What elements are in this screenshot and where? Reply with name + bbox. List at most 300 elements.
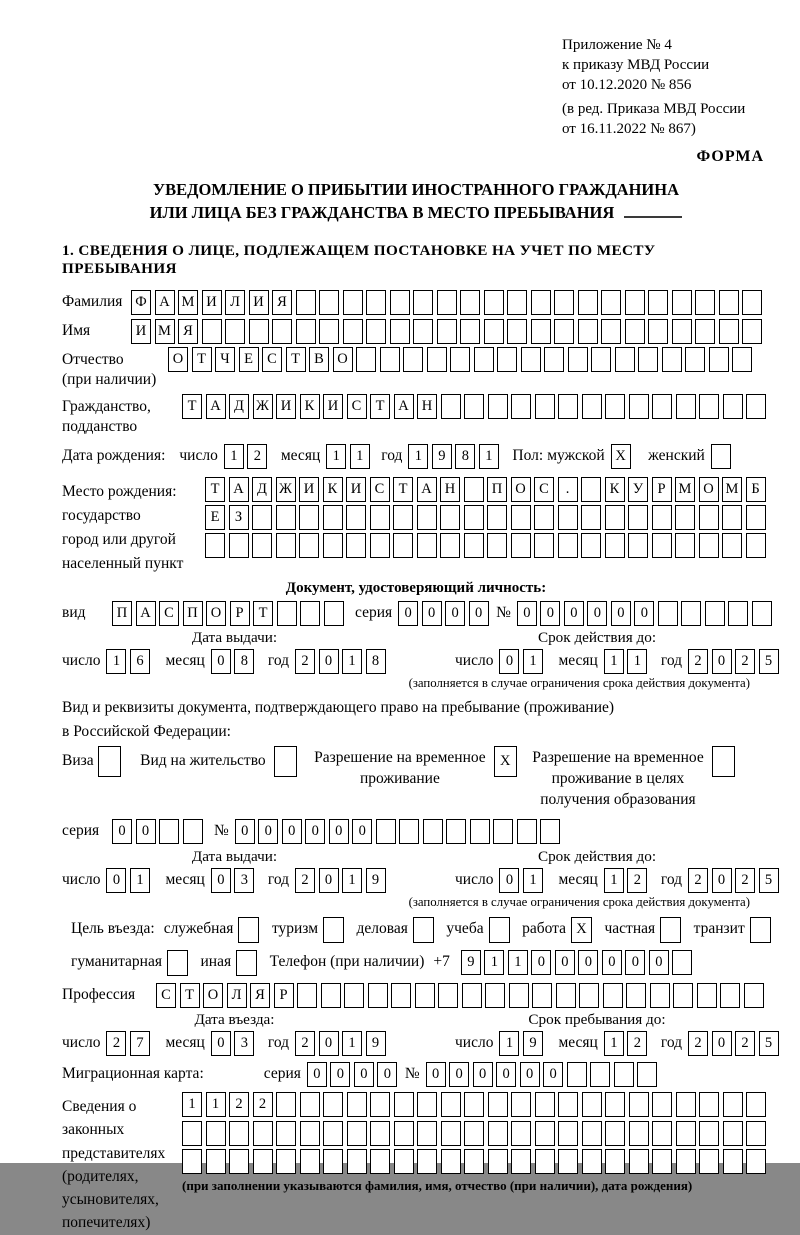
patronymic-cell[interactable]: О — [168, 347, 188, 372]
migration-series-cell[interactable]: 0 — [307, 1062, 327, 1087]
legal-reps-cell[interactable] — [511, 1121, 531, 1146]
profession-cell[interactable] — [462, 983, 482, 1008]
legal-reps-cell[interactable] — [441, 1149, 461, 1174]
birthdate-month-cell[interactable]: 1 — [326, 444, 346, 469]
purpose-checkbox-cell[interactable] — [660, 917, 681, 943]
birthplace-cell[interactable] — [511, 505, 531, 530]
residence-number-cell[interactable] — [517, 819, 537, 844]
patronymic-cell[interactable] — [544, 347, 564, 372]
citizenship-cell[interactable] — [582, 394, 602, 419]
doc-valid-day-cell[interactable]: 1 — [523, 649, 543, 674]
residence-number-cell[interactable] — [399, 819, 419, 844]
residence-valid-month-cell[interactable]: 2 — [627, 868, 647, 893]
doc-series-cell[interactable]: 0 — [422, 601, 442, 626]
residence-number-cell[interactable]: 0 — [258, 819, 278, 844]
surname-cell[interactable] — [484, 290, 504, 315]
entry-year-cell[interactable]: 2 — [295, 1031, 315, 1056]
migration-number-cell[interactable]: 0 — [496, 1062, 516, 1087]
surname-cell[interactable] — [413, 290, 433, 315]
legal-reps-cell[interactable] — [464, 1121, 484, 1146]
legal-reps-cell[interactable]: 1 — [206, 1092, 226, 1117]
stay-year-cell[interactable]: 5 — [759, 1031, 779, 1056]
surname-cell[interactable] — [390, 290, 410, 315]
profession-cell[interactable]: Р — [274, 983, 294, 1008]
patronymic-cell[interactable] — [709, 347, 729, 372]
birthplace-cell[interactable]: А — [417, 477, 437, 502]
citizenship-cell[interactable]: А — [394, 394, 414, 419]
birthplace-cell[interactable]: . — [558, 477, 578, 502]
citizenship-cell[interactable]: Т — [370, 394, 390, 419]
birthplace-cell[interactable]: Т — [205, 477, 225, 502]
phone-digit-cell[interactable] — [672, 950, 692, 975]
birthplace-cell[interactable] — [699, 505, 719, 530]
doc-issue-year-cell[interactable]: 1 — [342, 649, 362, 674]
birthplace-cell[interactable]: Д — [252, 477, 272, 502]
birthdate-month-cell[interactable]: 1 — [350, 444, 370, 469]
firstname-cell[interactable] — [578, 319, 598, 344]
patronymic-cell[interactable] — [591, 347, 611, 372]
doc-kind-cell[interactable]: О — [206, 601, 226, 626]
patronymic-cell[interactable]: В — [309, 347, 329, 372]
surname-cell[interactable] — [719, 290, 739, 315]
legal-reps-cell[interactable] — [582, 1092, 602, 1117]
birthplace-cell[interactable] — [440, 533, 460, 558]
patronymic-cell[interactable] — [685, 347, 705, 372]
citizenship-cell[interactable] — [464, 394, 484, 419]
firstname-cell[interactable] — [319, 319, 339, 344]
birthplace-cell[interactable]: К — [323, 477, 343, 502]
birthplace-cell[interactable] — [276, 505, 296, 530]
profession-cell[interactable] — [697, 983, 717, 1008]
birthplace-cell[interactable]: Б — [746, 477, 766, 502]
legal-reps-cell[interactable] — [746, 1121, 766, 1146]
firstname-cell[interactable]: Я — [178, 319, 198, 344]
doc-issue-month-cell[interactable]: 8 — [234, 649, 254, 674]
birthplace-cell[interactable] — [487, 505, 507, 530]
stay-year-cell[interactable]: 2 — [688, 1031, 708, 1056]
phone-digit-cell[interactable]: 0 — [649, 950, 669, 975]
doc-issue-year-cell[interactable]: 8 — [366, 649, 386, 674]
profession-cell[interactable] — [485, 983, 505, 1008]
legal-reps-cell[interactable] — [535, 1149, 555, 1174]
doc-series-cell[interactable]: 0 — [469, 601, 489, 626]
firstname-cell[interactable]: И — [131, 319, 151, 344]
profession-cell[interactable] — [744, 983, 764, 1008]
surname-cell[interactable]: М — [178, 290, 198, 315]
patronymic-cell[interactable] — [474, 347, 494, 372]
patronymic-cell[interactable] — [427, 347, 447, 372]
birthdate-day-cell[interactable]: 2 — [247, 444, 267, 469]
legal-reps-cell[interactable] — [347, 1149, 367, 1174]
legal-reps-cell[interactable] — [276, 1149, 296, 1174]
birthplace-cell[interactable]: Ж — [276, 477, 296, 502]
citizenship-cell[interactable]: К — [300, 394, 320, 419]
patronymic-cell[interactable]: С — [262, 347, 282, 372]
citizenship-cell[interactable]: А — [206, 394, 226, 419]
birthdate-year-cell[interactable]: 1 — [479, 444, 499, 469]
birthplace-cell[interactable]: У — [628, 477, 648, 502]
patronymic-cell[interactable] — [380, 347, 400, 372]
doc-valid-year-cell[interactable]: 2 — [688, 649, 708, 674]
residence-issue-month-cell[interactable]: 0 — [211, 868, 231, 893]
legal-reps-cell[interactable] — [629, 1092, 649, 1117]
citizenship-cell[interactable] — [629, 394, 649, 419]
birthplace-cell[interactable]: Р — [652, 477, 672, 502]
legal-reps-cell[interactable] — [229, 1121, 249, 1146]
legal-reps-cell[interactable] — [300, 1092, 320, 1117]
legal-reps-cell[interactable] — [394, 1092, 414, 1117]
profession-cell[interactable] — [344, 983, 364, 1008]
doc-number-cell[interactable]: 0 — [517, 601, 537, 626]
legal-reps-cell[interactable] — [347, 1092, 367, 1117]
firstname-cell[interactable] — [413, 319, 433, 344]
residence-series-cell[interactable]: 0 — [136, 819, 156, 844]
profession-cell[interactable]: Т — [180, 983, 200, 1008]
patronymic-cell[interactable] — [638, 347, 658, 372]
birthplace-cell[interactable] — [252, 533, 272, 558]
citizenship-cell[interactable] — [605, 394, 625, 419]
birthplace-cell[interactable] — [722, 505, 742, 530]
surname-cell[interactable] — [437, 290, 457, 315]
legal-reps-cell[interactable] — [582, 1121, 602, 1146]
entry-day-cell[interactable]: 2 — [106, 1031, 126, 1056]
birthplace-cell[interactable]: П — [487, 477, 507, 502]
phone-digit-cell[interactable]: 0 — [531, 950, 551, 975]
birthplace-cell[interactable] — [605, 505, 625, 530]
legal-reps-cell[interactable] — [652, 1149, 672, 1174]
residence-issue-year-cell[interactable]: 9 — [366, 868, 386, 893]
legal-reps-cell[interactable] — [206, 1121, 226, 1146]
doc-kind-cell[interactable] — [324, 601, 344, 626]
birthplace-cell[interactable]: А — [229, 477, 249, 502]
profession-cell[interactable] — [415, 983, 435, 1008]
profession-cell[interactable] — [673, 983, 693, 1008]
birthplace-cell[interactable]: К — [605, 477, 625, 502]
doc-number-cell[interactable] — [752, 601, 772, 626]
birthplace-cell[interactable]: С — [370, 477, 390, 502]
profession-cell[interactable] — [321, 983, 341, 1008]
birthplace-cell[interactable] — [675, 533, 695, 558]
surname-cell[interactable]: И — [202, 290, 222, 315]
birthplace-cell[interactable]: И — [299, 477, 319, 502]
birthplace-cell[interactable] — [628, 533, 648, 558]
surname-cell[interactable] — [507, 290, 527, 315]
doc-number-cell[interactable]: 0 — [540, 601, 560, 626]
residence-number-cell[interactable] — [493, 819, 513, 844]
birthplace-cell[interactable] — [205, 533, 225, 558]
birthplace-cell[interactable] — [346, 533, 366, 558]
migration-number-cell[interactable]: 0 — [473, 1062, 493, 1087]
purpose-checkbox-cell[interactable] — [750, 917, 771, 943]
stay-month-cell[interactable]: 2 — [627, 1031, 647, 1056]
entry-day-cell[interactable]: 7 — [130, 1031, 150, 1056]
firstname-cell[interactable] — [225, 319, 245, 344]
citizenship-cell[interactable] — [723, 394, 743, 419]
surname-cell[interactable]: Л — [225, 290, 245, 315]
birthplace-cell[interactable]: Н — [440, 477, 460, 502]
birthplace-cell[interactable] — [252, 505, 272, 530]
legal-reps-cell[interactable] — [605, 1092, 625, 1117]
profession-cell[interactable]: О — [203, 983, 223, 1008]
legal-reps-cell[interactable] — [417, 1149, 437, 1174]
patronymic-cell[interactable] — [356, 347, 376, 372]
legal-reps-cell[interactable] — [723, 1149, 743, 1174]
residence-number-cell[interactable]: 0 — [305, 819, 325, 844]
stay-year-cell[interactable]: 0 — [712, 1031, 732, 1056]
residence-series-cell[interactable]: 0 — [112, 819, 132, 844]
firstname-cell[interactable] — [296, 319, 316, 344]
patronymic-cell[interactable]: Ч — [215, 347, 235, 372]
firstname-cell[interactable] — [437, 319, 457, 344]
legal-reps-cell[interactable] — [417, 1121, 437, 1146]
residence-issue-day-cell[interactable]: 0 — [106, 868, 126, 893]
entry-month-cell[interactable]: 0 — [211, 1031, 231, 1056]
legal-reps-cell[interactable] — [276, 1121, 296, 1146]
legal-reps-cell[interactable]: 2 — [229, 1092, 249, 1117]
birthplace-cell[interactable] — [699, 533, 719, 558]
legal-reps-cell[interactable] — [558, 1149, 578, 1174]
surname-cell[interactable] — [366, 290, 386, 315]
migration-number-cell[interactable]: 0 — [520, 1062, 540, 1087]
legal-reps-cell[interactable] — [699, 1149, 719, 1174]
firstname-cell[interactable] — [272, 319, 292, 344]
purpose-checkbox-cell[interactable]: X — [571, 917, 592, 943]
birthplace-cell[interactable] — [393, 505, 413, 530]
migration-number-cell[interactable] — [590, 1062, 610, 1087]
female-checkbox-cell[interactable] — [711, 444, 731, 469]
firstname-cell[interactable] — [648, 319, 668, 344]
birthplace-cell[interactable] — [487, 533, 507, 558]
surname-cell[interactable]: Ф — [131, 290, 151, 315]
patronymic-cell[interactable] — [403, 347, 423, 372]
birthplace-cell[interactable] — [370, 505, 390, 530]
citizenship-cell[interactable] — [746, 394, 766, 419]
legal-reps-cell[interactable] — [253, 1149, 273, 1174]
birthdate-year-cell[interactable]: 9 — [432, 444, 452, 469]
legal-reps-cell[interactable] — [652, 1121, 672, 1146]
residence-issue-year-cell[interactable]: 1 — [342, 868, 362, 893]
doc-issue-day-cell[interactable]: 6 — [130, 649, 150, 674]
firstname-cell[interactable] — [484, 319, 504, 344]
doc-valid-year-cell[interactable]: 2 — [735, 649, 755, 674]
phone-digit-cell[interactable]: 9 — [461, 950, 481, 975]
firstname-cell[interactable]: М — [155, 319, 175, 344]
birthplace-cell[interactable]: М — [675, 477, 695, 502]
legal-reps-cell[interactable] — [323, 1121, 343, 1146]
citizenship-cell[interactable] — [676, 394, 696, 419]
birthplace-cell[interactable] — [722, 533, 742, 558]
citizenship-cell[interactable]: С — [347, 394, 367, 419]
birthplace-cell[interactable] — [746, 533, 766, 558]
residence-issue-year-cell[interactable]: 2 — [295, 868, 315, 893]
doc-number-cell[interactable]: 0 — [587, 601, 607, 626]
firstname-cell[interactable] — [719, 319, 739, 344]
legal-reps-cell[interactable] — [394, 1149, 414, 1174]
residence-issue-month-cell[interactable]: 3 — [234, 868, 254, 893]
residence-number-cell[interactable] — [446, 819, 466, 844]
legal-reps-cell[interactable] — [558, 1121, 578, 1146]
birthplace-cell[interactable] — [628, 505, 648, 530]
residence-number-cell[interactable]: 0 — [235, 819, 255, 844]
surname-cell[interactable] — [319, 290, 339, 315]
temp-residence-checkbox-cell[interactable]: X — [494, 746, 517, 777]
birthplace-cell[interactable] — [393, 533, 413, 558]
residence-number-cell[interactable] — [423, 819, 443, 844]
legal-reps-cell[interactable] — [441, 1121, 461, 1146]
residence-valid-year-cell[interactable]: 2 — [688, 868, 708, 893]
firstname-cell[interactable] — [672, 319, 692, 344]
legal-reps-cell[interactable] — [488, 1121, 508, 1146]
profession-cell[interactable] — [720, 983, 740, 1008]
phone-digit-cell[interactable]: 0 — [578, 950, 598, 975]
doc-number-cell[interactable] — [681, 601, 701, 626]
doc-kind-cell[interactable]: П — [183, 601, 203, 626]
doc-number-cell[interactable]: 0 — [634, 601, 654, 626]
doc-kind-cell[interactable] — [300, 601, 320, 626]
birthplace-cell[interactable] — [534, 533, 554, 558]
residence-valid-year-cell[interactable]: 2 — [735, 868, 755, 893]
birthdate-year-cell[interactable]: 1 — [408, 444, 428, 469]
doc-number-cell[interactable] — [705, 601, 725, 626]
legal-reps-cell[interactable] — [229, 1149, 249, 1174]
profession-cell[interactable]: Я — [250, 983, 270, 1008]
doc-number-cell[interactable]: 0 — [611, 601, 631, 626]
migration-number-cell[interactable]: 0 — [543, 1062, 563, 1087]
doc-kind-cell[interactable]: А — [136, 601, 156, 626]
legal-reps-cell[interactable] — [347, 1121, 367, 1146]
doc-series-cell[interactable]: 0 — [445, 601, 465, 626]
surname-cell[interactable] — [460, 290, 480, 315]
legal-reps-cell[interactable] — [676, 1092, 696, 1117]
surname-cell[interactable] — [554, 290, 574, 315]
stay-day-cell[interactable]: 9 — [523, 1031, 543, 1056]
citizenship-cell[interactable]: Д — [229, 394, 249, 419]
citizenship-cell[interactable] — [535, 394, 555, 419]
birthplace-cell[interactable] — [746, 505, 766, 530]
surname-cell[interactable] — [601, 290, 621, 315]
birthplace-cell[interactable] — [299, 533, 319, 558]
migration-number-cell[interactable] — [567, 1062, 587, 1087]
doc-kind-cell[interactable] — [277, 601, 297, 626]
patronymic-cell[interactable]: Т — [286, 347, 306, 372]
legal-reps-cell[interactable] — [370, 1121, 390, 1146]
legal-reps-cell[interactable] — [652, 1092, 672, 1117]
birthplace-cell[interactable] — [417, 505, 437, 530]
residence-issue-year-cell[interactable]: 0 — [319, 868, 339, 893]
birthplace-cell[interactable] — [370, 533, 390, 558]
migration-number-cell[interactable] — [637, 1062, 657, 1087]
residence-number-cell[interactable] — [470, 819, 490, 844]
citizenship-cell[interactable]: И — [276, 394, 296, 419]
temp-residence-edu-checkbox-cell[interactable] — [712, 746, 735, 777]
stay-year-cell[interactable]: 2 — [735, 1031, 755, 1056]
patronymic-cell[interactable] — [497, 347, 517, 372]
legal-reps-cell[interactable] — [676, 1149, 696, 1174]
surname-cell[interactable] — [578, 290, 598, 315]
doc-issue-month-cell[interactable]: 0 — [211, 649, 231, 674]
legal-reps-cell[interactable] — [699, 1121, 719, 1146]
firstname-cell[interactable] — [554, 319, 574, 344]
legal-reps-cell[interactable] — [323, 1149, 343, 1174]
birthplace-cell[interactable] — [299, 505, 319, 530]
firstname-cell[interactable] — [249, 319, 269, 344]
birthplace-cell[interactable] — [276, 533, 296, 558]
legal-reps-cell[interactable] — [535, 1092, 555, 1117]
birthplace-cell[interactable]: О — [511, 477, 531, 502]
birthplace-cell[interactable] — [323, 505, 343, 530]
residence-valid-year-cell[interactable]: 0 — [712, 868, 732, 893]
doc-kind-cell[interactable]: С — [159, 601, 179, 626]
surname-cell[interactable] — [648, 290, 668, 315]
surname-cell[interactable] — [625, 290, 645, 315]
birthplace-cell[interactable] — [464, 505, 484, 530]
profession-cell[interactable] — [438, 983, 458, 1008]
stay-day-cell[interactable]: 1 — [499, 1031, 519, 1056]
birthplace-cell[interactable]: О — [699, 477, 719, 502]
doc-issue-day-cell[interactable]: 1 — [106, 649, 126, 674]
birthplace-cell[interactable]: М — [722, 477, 742, 502]
birthplace-cell[interactable]: И — [346, 477, 366, 502]
firstname-cell[interactable] — [601, 319, 621, 344]
purpose-checkbox-cell[interactable] — [236, 950, 257, 976]
doc-issue-year-cell[interactable]: 2 — [295, 649, 315, 674]
surname-cell[interactable] — [742, 290, 762, 315]
doc-valid-month-cell[interactable]: 1 — [604, 649, 624, 674]
phone-digit-cell[interactable]: 1 — [508, 950, 528, 975]
citizenship-cell[interactable] — [652, 394, 672, 419]
entry-year-cell[interactable]: 9 — [366, 1031, 386, 1056]
phone-digit-cell[interactable]: 0 — [602, 950, 622, 975]
firstname-cell[interactable] — [390, 319, 410, 344]
legal-reps-cell[interactable] — [488, 1092, 508, 1117]
legal-reps-cell[interactable] — [417, 1092, 437, 1117]
surname-cell[interactable]: А — [155, 290, 175, 315]
citizenship-cell[interactable]: Т — [182, 394, 202, 419]
birthplace-cell[interactable] — [558, 533, 578, 558]
birthplace-cell[interactable]: С — [534, 477, 554, 502]
birthplace-cell[interactable] — [558, 505, 578, 530]
firstname-cell[interactable] — [625, 319, 645, 344]
legal-reps-cell[interactable] — [206, 1149, 226, 1174]
legal-reps-cell[interactable] — [746, 1092, 766, 1117]
birthplace-cell[interactable] — [440, 505, 460, 530]
patronymic-cell[interactable] — [521, 347, 541, 372]
doc-kind-cell[interactable]: Р — [230, 601, 250, 626]
patronymic-cell[interactable] — [662, 347, 682, 372]
birthplace-cell[interactable] — [417, 533, 437, 558]
profession-cell[interactable] — [532, 983, 552, 1008]
purpose-checkbox-cell[interactable] — [489, 917, 510, 943]
birthplace-cell[interactable] — [323, 533, 343, 558]
birthplace-cell[interactable] — [229, 533, 249, 558]
citizenship-cell[interactable] — [511, 394, 531, 419]
patronymic-cell[interactable]: Е — [239, 347, 259, 372]
legal-reps-cell[interactable]: 2 — [253, 1092, 273, 1117]
residence-series-cell[interactable] — [159, 819, 179, 844]
purpose-checkbox-cell[interactable] — [238, 917, 259, 943]
residence-number-cell[interactable]: 0 — [329, 819, 349, 844]
entry-year-cell[interactable]: 1 — [342, 1031, 362, 1056]
migration-series-cell[interactable]: 0 — [354, 1062, 374, 1087]
birthdate-year-cell[interactable]: 8 — [455, 444, 475, 469]
patronymic-cell[interactable] — [568, 347, 588, 372]
patronymic-cell[interactable] — [450, 347, 470, 372]
firstname-cell[interactable] — [742, 319, 762, 344]
migration-number-cell[interactable]: 0 — [449, 1062, 469, 1087]
firstname-cell[interactable] — [531, 319, 551, 344]
legal-reps-cell[interactable] — [582, 1149, 602, 1174]
residence-issue-day-cell[interactable]: 1 — [130, 868, 150, 893]
